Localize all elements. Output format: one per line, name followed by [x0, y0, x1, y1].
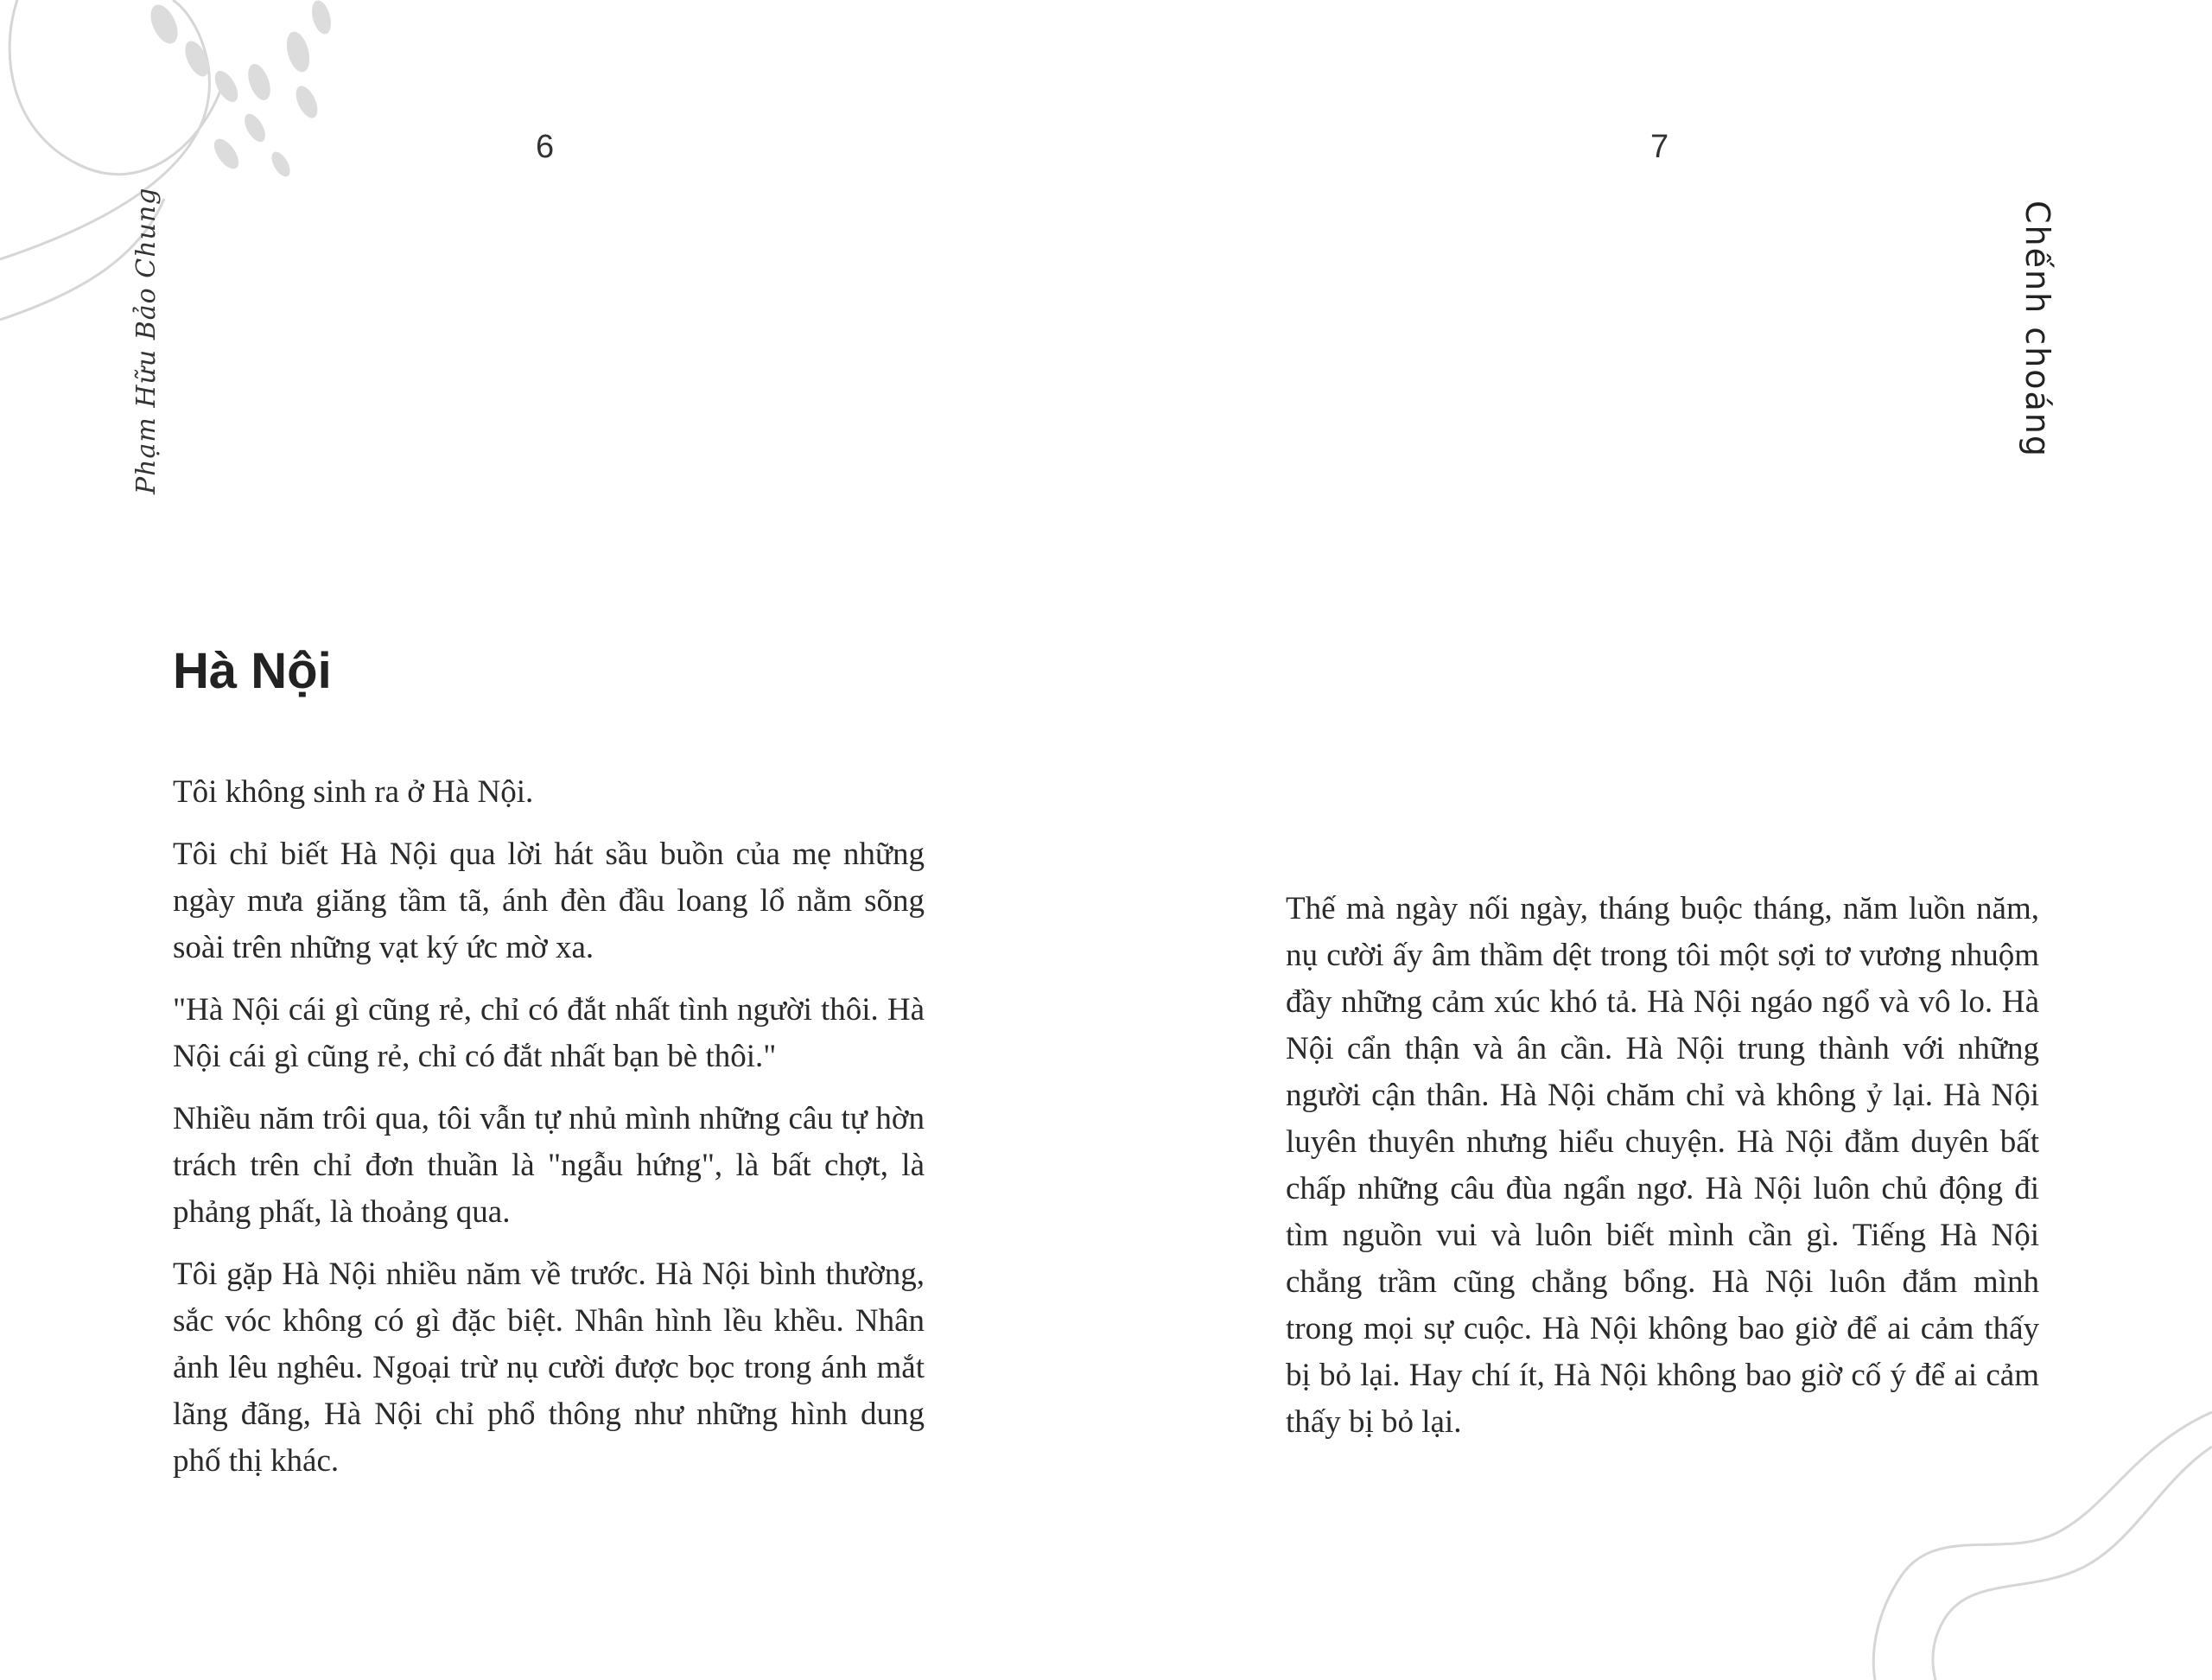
paragraph: Tôi chỉ biết Hà Nội qua lời hát sầu buồn của mẹ những ngày mưa giăng tầm tã, ánh đèn đầu loang lổ nằm sõng soài trên những vạt ký ức mờ xa.: [173, 837, 925, 965]
decorative-swirl-top-left: [0, 0, 363, 346]
page-number-left: 6: [536, 129, 555, 165]
paragraph: "Hà Nội cái gì cũng rẻ, chỉ có đắt nhất tình người thôi. Hà Nội cái gì cũng rẻ, chỉ có đắt nhất bạn bè thôi.": [173, 992, 925, 1074]
paragraph: Tôi gặp Hà Nội nhiều năm về trước. Hà Nội bình thường, sắc vóc không có gì đặc biệt. Nhân hình lều khều. Nhân ảnh lêu nghêu. Ngoại trừ nụ cười được bọc trong ánh mắt lãng đãng, Hà Nội chỉ phổ thông như những hình dung phố thị khác.: [173, 1257, 925, 1479]
running-head-author: Phạm Hữu Bảo Chung: [131, 187, 162, 494]
right-page-body: [1286, 886, 2039, 1461]
page-number-right: 7: [1650, 129, 1669, 165]
paragraph: Tôi không sinh ra ở Hà Nội.: [173, 774, 534, 810]
paragraph: Nhiều năm trôi qua, tôi vẫn tự nhủ mình những câu tự hờn trách trên chỉ đơn thuần là "ngẫu hứng", là bất chợt, là phảng phất, là thoảng qua.: [173, 1101, 925, 1230]
chapter-title: Hà Nội: [173, 643, 332, 699]
paragraph: Thế mà ngày nối ngày, tháng buộc tháng, năm luồn năm, nụ cười ấy âm thầm dệt trong tôi một sợi tơ vương nhuộm đầy những cảm xúc khó tả. Hà Nội ngáo ngổ và vô lo. Hà Nội cẩn thận và ân cần. Hà Nội trung thành với những người cận thân. Hà Nội chăm chỉ và không ỷ lại. Hà Nội luyên thuyên nhưng hiểu chuyện. Hà Nội đằm duyên bất chấp những câu đùa ngẩn ngơ. Hà Nội luôn chủ động đi tìm nguồn vui và luôn biết mình cần gì. Tiếng Hà Nội chẳng trầm cũng chẳng bổng. Hà Nội luôn đắm mình trong mọi sự cuộc. Hà Nội không bao giờ để ai cảm thấy bị bỏ lại. Hay chí ít, Hà Nội không bao giờ cố ý để ai cảm thấy bị bỏ lại.: [1286, 891, 2039, 1440]
left-page-body: [173, 769, 925, 1500]
running-head-book-title: Chếnh choáng: [2018, 200, 2056, 458]
